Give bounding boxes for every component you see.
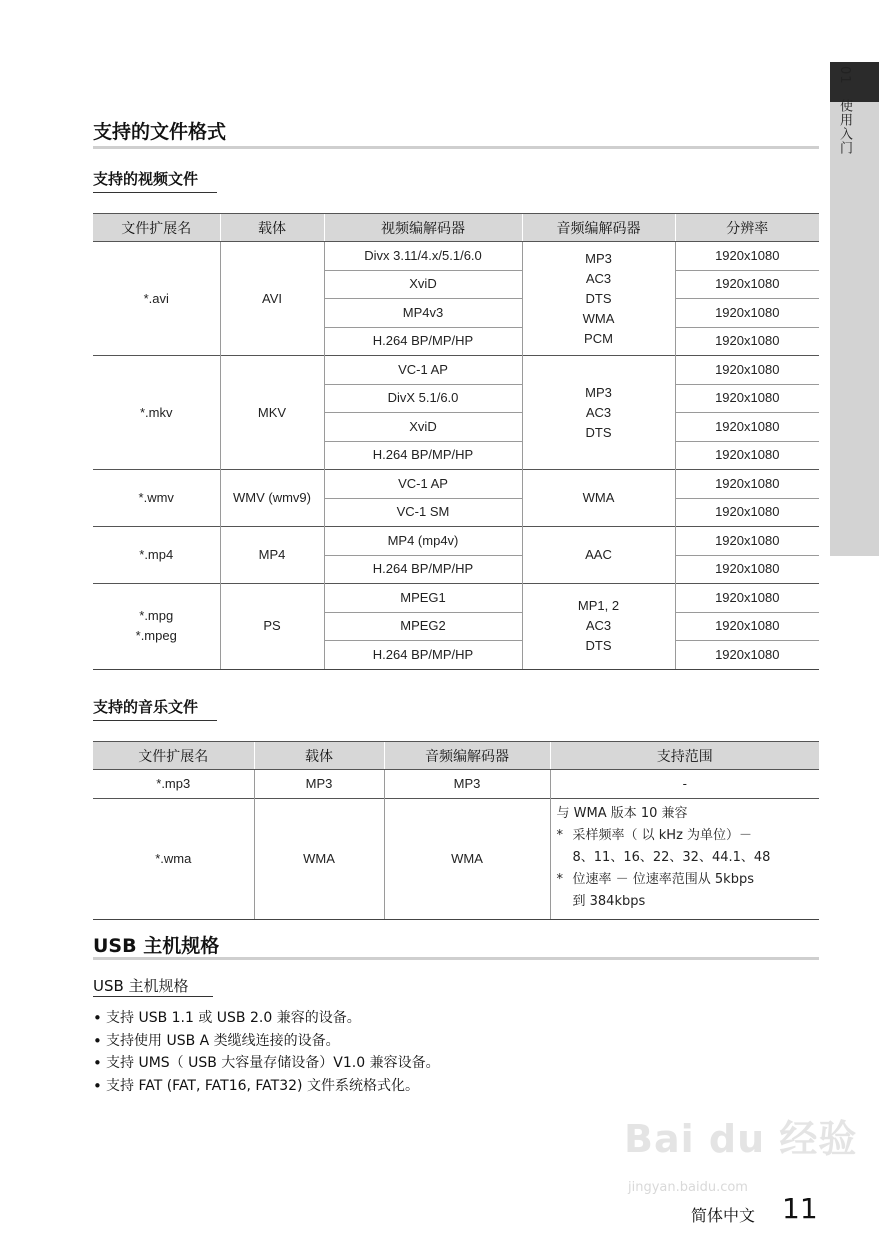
cell-extension: *.wma xyxy=(93,798,254,919)
audio-codec-label: PCM xyxy=(584,330,613,346)
cell-resolution: 1920x1080 xyxy=(675,470,819,499)
cell-video-codec: XviD xyxy=(324,413,522,442)
extension-label: *.mkv xyxy=(140,404,173,420)
range-intro: 与 WMA 版本 10 兼容 xyxy=(556,805,688,821)
cell-resolution: 1920x1080 xyxy=(675,527,819,556)
cell-video-codec: H.264 BP/MP/HP xyxy=(324,641,522,670)
table-header-row xyxy=(93,214,819,242)
cell-extension xyxy=(93,356,220,470)
cell-audio-codec: MP3 xyxy=(384,770,550,799)
list-item xyxy=(93,1075,440,1098)
chapter-number: 01 xyxy=(837,66,852,85)
table-row xyxy=(93,356,819,385)
cell-video-codec: DivX 5.1/6.0 xyxy=(324,384,522,413)
cell-video-codec: XviD xyxy=(324,270,522,299)
range-line: 位速率 － 位速率范围从 5kbps xyxy=(572,871,754,887)
extension-label: *.avi xyxy=(143,290,169,306)
usb-bullet-list xyxy=(93,1007,440,1097)
list-item-text: 支持 FAT (FAT, FAT16, FAT32) 文件系统格式化。 xyxy=(106,1077,419,1094)
extension-label: *.mpg xyxy=(139,608,174,624)
cell-video-codec: MPEG2 xyxy=(324,612,522,641)
cell-video-codec: H.264 BP/MP/HP xyxy=(324,555,522,584)
cell-resolution: 1920x1080 xyxy=(675,612,819,641)
music-formats-table xyxy=(93,741,819,920)
audio-codec-label: WMA xyxy=(582,490,615,505)
subtitle-underline xyxy=(93,720,217,721)
cell-resolution: 1920x1080 xyxy=(675,242,819,271)
header-audio-codec: 音频编解码器 xyxy=(522,214,675,242)
range-line: 到 384kbps xyxy=(572,893,646,909)
cell-video-codec: MP4 (mp4v) xyxy=(324,527,522,556)
range-line: 8、11、16、22、32、44.1、48 xyxy=(572,849,771,865)
cell-resolution: 1920x1080 xyxy=(675,441,819,470)
list-item xyxy=(93,1052,440,1075)
bullet: • xyxy=(93,1009,102,1027)
section-rule xyxy=(93,146,819,149)
cell-audio-codec xyxy=(522,584,675,670)
cell-extension xyxy=(93,470,220,527)
header-extension: 文件扩展名 xyxy=(93,742,254,770)
video-formats-table xyxy=(93,213,819,670)
cell-video-codec: MPEG1 xyxy=(324,584,522,613)
subtitle-music-files: 支持的音乐文件 xyxy=(93,698,199,716)
list-item-text: 支持使用 USB A 类缆线连接的设备。 xyxy=(106,1032,340,1049)
asterisk: * xyxy=(556,827,563,843)
header-container: 载体 xyxy=(220,214,324,242)
table-row xyxy=(93,470,819,499)
list-item-text: 支持 UMS（ USB 大容量存储设备）V1.0 兼容设备。 xyxy=(106,1055,440,1071)
audio-codec-label: DTS xyxy=(585,424,612,440)
cell-extension xyxy=(93,527,220,584)
table-row xyxy=(93,770,819,799)
list-item xyxy=(93,1030,440,1053)
cell-resolution: 1920x1080 xyxy=(675,413,819,442)
cell-container: AVI xyxy=(220,242,324,356)
cell-container: MP3 xyxy=(254,770,384,799)
range-line: 采样频率（ 以 kHz 为单位）－ xyxy=(572,827,753,843)
range-item xyxy=(557,825,820,869)
audio-codec-label: AC3 xyxy=(585,618,612,634)
cell-container: WMV (wmv9) xyxy=(220,470,324,527)
cell-audio-codec xyxy=(522,470,675,527)
cell-resolution: 1920x1080 xyxy=(675,356,819,385)
cell-audio-codec xyxy=(522,356,675,470)
section-rule xyxy=(93,957,819,960)
audio-codec-label: MP3 xyxy=(585,250,612,266)
list-item xyxy=(93,1007,440,1030)
table-row xyxy=(93,527,819,556)
cell-audio-codec: WMA xyxy=(384,798,550,919)
cell-resolution: 1920x1080 xyxy=(675,498,819,527)
audio-codec-label: DTS xyxy=(585,290,612,306)
cell-resolution: 1920x1080 xyxy=(675,384,819,413)
subtitle-video-files: 支持的视频文件 xyxy=(93,170,199,188)
page-number: 11 xyxy=(782,1192,818,1225)
range-item xyxy=(557,869,820,913)
table-header-row xyxy=(93,742,819,770)
header-video-codec: 视频编解码器 xyxy=(324,214,522,242)
header-support-range: 支持范围 xyxy=(550,742,819,770)
baidu-watermark-logo: Bai du 经验 xyxy=(624,1117,858,1161)
chapter-title: 使用入门 xyxy=(837,98,852,155)
cell-audio-codec xyxy=(522,527,675,584)
audio-codec-label: MP1, 2 xyxy=(577,598,620,614)
bullet: • xyxy=(93,1031,102,1050)
cell-video-codec: Divx 3.11/4.x/5.1/6.0 xyxy=(324,242,522,271)
header-container: 载体 xyxy=(254,742,384,770)
extension-label: *.mp4 xyxy=(139,547,174,562)
subtitle-usb-host: USB 主机规格 xyxy=(93,977,189,995)
header-audio-codec: 音频编解码器 xyxy=(384,742,550,770)
audio-codec-label: DTS xyxy=(585,638,612,654)
cell-audio-codec xyxy=(522,242,675,356)
cell-extension xyxy=(93,584,220,670)
cell-resolution: 1920x1080 xyxy=(675,555,819,584)
table-row xyxy=(93,584,819,613)
cell-video-codec: VC-1 AP xyxy=(324,470,522,499)
cell-resolution: 1920x1080 xyxy=(675,584,819,613)
audio-codec-label: WMA xyxy=(582,310,615,326)
section-title-file-formats: 支持的文件格式 xyxy=(93,121,227,143)
section-title-usb-host: USB 主机规格 xyxy=(93,935,220,957)
cell-video-codec: H.264 BP/MP/HP xyxy=(324,327,522,356)
list-item-text: 支持 USB 1.1 或 USB 2.0 兼容的设备。 xyxy=(106,1010,361,1026)
extension-label: *.mpeg xyxy=(135,628,177,644)
cell-container: WMA xyxy=(254,798,384,919)
cell-resolution: 1920x1080 xyxy=(675,270,819,299)
bullet: • xyxy=(93,1054,102,1072)
audio-codec-label: AC3 xyxy=(585,404,612,420)
cell-container: PS xyxy=(220,584,324,670)
subtitle-underline xyxy=(93,192,217,193)
table-row xyxy=(93,242,819,271)
audio-codec-label: MP3 xyxy=(585,384,612,400)
cell-resolution: 1920x1080 xyxy=(675,299,819,328)
asterisk: * xyxy=(556,871,563,887)
audio-codec-label: AC3 xyxy=(585,270,612,286)
cell-resolution: 1920x1080 xyxy=(675,327,819,356)
table-row xyxy=(93,798,819,919)
audio-codec-label: AAC xyxy=(585,547,612,562)
footer-language: 简体中文 xyxy=(691,1206,756,1225)
cell-video-codec: VC-1 SM xyxy=(324,498,522,527)
header-extension: 文件扩展名 xyxy=(93,214,220,242)
cell-support-range xyxy=(550,798,819,919)
cell-container: MKV xyxy=(220,356,324,470)
cell-extension: *.mp3 xyxy=(93,770,254,799)
cell-video-codec: MP4v3 xyxy=(324,299,522,328)
side-tab-label xyxy=(833,66,855,266)
header-resolution: 分辨率 xyxy=(675,214,819,242)
cell-extension xyxy=(93,242,220,356)
extension-label: *.wmv xyxy=(138,490,174,505)
cell-video-codec: H.264 BP/MP/HP xyxy=(324,441,522,470)
baidu-watermark-url: jingyan.baidu.com xyxy=(628,1180,748,1195)
cell-resolution: 1920x1080 xyxy=(675,641,819,670)
cell-support-range: - xyxy=(550,770,819,799)
cell-video-codec: VC-1 AP xyxy=(324,356,522,385)
bullet: • xyxy=(93,1076,102,1095)
cell-container: MP4 xyxy=(220,527,324,584)
subtitle-underline xyxy=(93,996,213,997)
